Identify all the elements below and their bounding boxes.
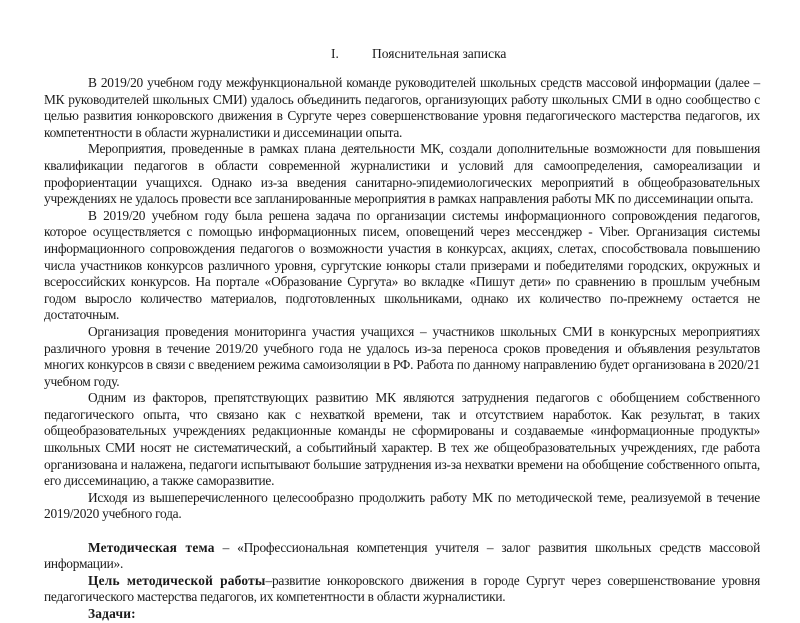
tasks-heading: [44, 606, 760, 623]
paragraph-events: Мероприятия, проведенные в рамках плана деятельности МК, создали дополнительные возможности для повышения квалификации педагогов в области современной журналистики и условий для самоопределения, самореализации и профориентации учащихся. Однако из-за введения санитарно-эпидемиологических мероприятий в общеобразовательных учреждениях не удалось провести все запланированные мероприятия в рамках направления работы МК по диссеминации опыта.: [44, 141, 760, 207]
section-number: I.: [331, 46, 339, 61]
paragraph-info-support: В 2019/20 учебном году была решена задача по организации системы информационного сопровождения педагогов, которое осуществляется с помощью информационных писем, оповещений через мессенджер - Viber. Организация системы информационного сопровождения педагогов о возможности участия в конкурсах, акциях, слетах, способствовала повышению числа участников конкурсов различного уровня, сургутские юнкоры стали призерами и победителями городских, окружных и всероссийских конкурсов. На портале «Образование Сургута» во вкладке «Пишут дети» по сравнению в прошлым учебным годом выросло количество материалов, подготовленных школьниками, однако их количество по-прежнему остается не достаточным.: [44, 207, 760, 323]
methodical-theme: [44, 540, 760, 573]
methodical-goal-label: Цель методической работы: [88, 572, 266, 588]
tasks-label: Задачи:: [88, 606, 136, 621]
methodical-theme-label: Методическая тема: [88, 539, 215, 555]
section-heading: [0, 45, 800, 63]
document-body: [44, 75, 760, 623]
methodical-theme-text: – «Профессиональная компетенция учителя – залог развития школьных средств массовой информации».: [44, 539, 760, 572]
section-title: Пояснительная записка: [372, 46, 507, 61]
paragraph-intro: В 2019/20 учебном году межфункциональной команде руководителей школьных средств массовой информации (далее – МК руководителей школьных СМИ) удалось объединить педагогов, организующих работу школьных СМИ в одно сообщество с целью развития юнкоровского движения в Сургуте через совершенствование уровня педагогического мастерства педагогов, их компетентности в области журналистики и диссеминации опыта.: [44, 75, 760, 140]
paragraph-monitoring: Организация проведения мониторинга участия учащихся – участников школьных СМИ в конкурсных мероприятиях различного уровня в течение 2019/20 учебного года не удалось из-за переноса сроков проведения и объявления результатов многих конкурсов в связи с введением режима самоизоляции в РФ. Работа по данному направлению будет организована в 2020/21 учебном году.: [44, 323, 760, 389]
methodical-goal: [44, 573, 760, 606]
paragraph-difficulties: Одним из факторов, препятствующих развитию МК являются затруднения педагогов с обобщением собственного педагогического опыта, что связано как с нехваткой времени, так и отсутствием наработок. Как результат, в таких общеобразовательных учреждениях редакционные команды не сформированы и создаваемые «информационные продукты» школьных СМИ носят не систематический, а событийный характер. В тех же общеобразовательных учреждениях, где работа организована и налажена, педагоги испытывают большие затруднения из-за нехватки времени на обобщение собственного опыта, его диссеминацию, а также саморазвитие.: [44, 390, 760, 489]
methodical-goal-text: –развитие юнкоровского движения в городе Сургут через совершенствование уровня педагогического мастерства педагогов, их компетентности в области журналистики.: [44, 572, 761, 605]
paragraph-conclusion: Исходя из вышеперечисленного целесообразно продолжить работу МК по методической теме, реализуемой в течение 2019/2020 учебного года.: [44, 489, 760, 522]
